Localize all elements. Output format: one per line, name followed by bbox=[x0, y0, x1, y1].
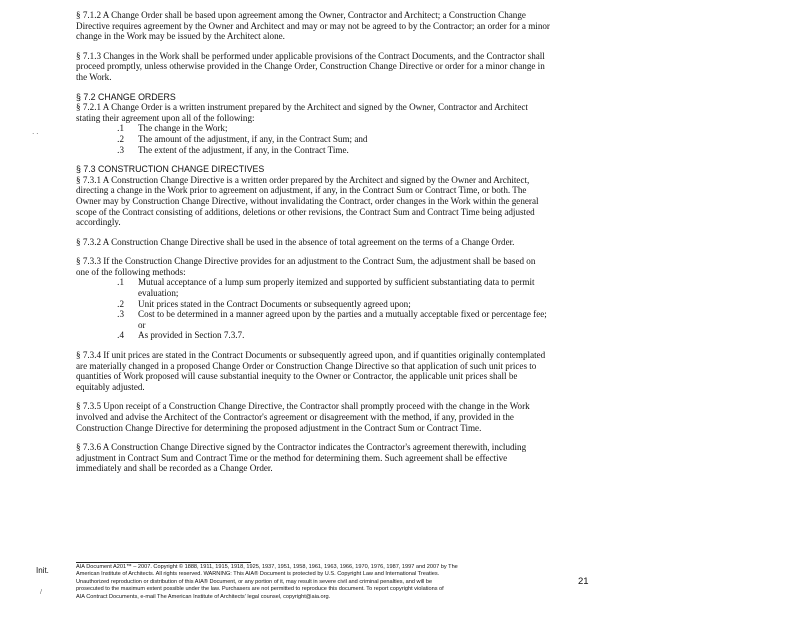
list-item bbox=[76, 330, 550, 341]
list-item-number: .3 bbox=[117, 144, 124, 155]
list-item-text: The amount of the adjustment, if any, in the Contract Sum; and bbox=[138, 133, 368, 144]
footer-line: AIA Document A201™ – 2007. Copyright © 1888, 1911, 1915, 1918, 1925, 1937, 1951, 1958, 1961, 1963, 1966, 1970, 1976, 1987, 1997 and 2007 by The bbox=[76, 564, 458, 570]
list-item-text: The extent of the adjustment, if any, in the Contract Time. bbox=[138, 144, 349, 155]
paragraph: § 7.1.3 Changes in the Work shall be performed under applicable provisions of the Contract Documents, and the Contractor shall proceed promptly, unless otherwise provided in the Change Order, Construction Change Directive or order for a minor change in the Work. bbox=[76, 50, 545, 82]
footer-line: prosecuted to the maximum extent possible under the law. Purchasers are not permitted to reproduce this document. To report copyright violations of bbox=[76, 586, 444, 593]
paragraph: § 7.3.6 A Construction Change Directive signed by the Contractor indicates the Contractor's agreement therewith, including adjustment in Contract Sum and Contract Time or the method for determining them. Such agreement shall be effective immediately and shall be recorded as a Change Order. bbox=[76, 442, 527, 474]
footer-line: American Institute of Architects. All rights reserved. WARNING: This AIA® Document is protected by U.S. Copyright Law and International Treaties. bbox=[76, 571, 440, 578]
list-item bbox=[76, 277, 550, 298]
numbered-list bbox=[76, 277, 550, 341]
paragraph: § 7.3.4 If unit prices are stated in the Contract Documents or subsequently agreed upon, and if quantities originally contemplated are materially changed in a proposed Change Order or Construction Change Directive so that application of such unit prices to quantities of Work proposed will cause substantial inequity to the Owner or Contractor, the applicable unit prices shall be equitably adjusted. bbox=[76, 350, 546, 392]
margin-mark: · · bbox=[32, 130, 39, 138]
list-item bbox=[76, 134, 550, 145]
list-item-number: .3 bbox=[117, 309, 124, 320]
list-item-text: The change in the Work; bbox=[138, 123, 228, 134]
list-item-number: .2 bbox=[117, 298, 124, 309]
list-item bbox=[76, 145, 550, 156]
section-heading: § 7.2 CHANGE ORDERS bbox=[76, 91, 176, 102]
list-item-text: Unit prices stated in the Contract Documents or subsequently agreed upon; bbox=[138, 298, 411, 309]
list-item-text: Cost to be determined in a manner agreed upon by the parties and a mutually acceptable fixed or percentage fee; or bbox=[138, 309, 547, 330]
paragraph: § 7.2.1 A Change Order is a written instrument prepared by the Architect and signed by the Owner, Contractor and Architect stating their agreement upon all of the following: bbox=[76, 102, 528, 123]
section-heading: § 7.3 CONSTRUCTION CHANGE DIRECTIVES bbox=[76, 164, 265, 175]
footer-rule bbox=[76, 562, 251, 563]
copyright-footer bbox=[76, 564, 560, 601]
init-label: Init. bbox=[36, 566, 49, 575]
paragraph: § 7.3.2 A Construction Change Directive shall be used in the absence of total agreement on the terms of a Change Order. bbox=[76, 236, 515, 247]
document-body bbox=[76, 10, 550, 483]
paragraph: § 7.3.3 If the Construction Change Directive provides for an adjustment to the Contract Sum, the adjustment shall be based on one of the following methods: bbox=[76, 256, 536, 277]
footer-line: Unauthorized reproduction or distribution of this AIA® Document, or any portion of it, may result in severe civil and criminal penalties, and will be bbox=[76, 578, 433, 585]
list-item-number: .4 bbox=[117, 330, 124, 341]
list-item bbox=[76, 309, 550, 330]
list-item bbox=[76, 123, 550, 134]
list-item-number: .2 bbox=[117, 133, 124, 144]
list-item-number: .1 bbox=[117, 277, 124, 288]
list-item bbox=[76, 299, 550, 310]
list-item-text: As provided in Section 7.3.7. bbox=[138, 330, 245, 341]
list-item-text: Mutual acceptance of a lump sum properly itemized and supported by sufficient substantiating data to permit evaluation; bbox=[138, 277, 535, 299]
paragraph: § 7.3.1 A Construction Change Directive is a written order prepared by the Architect and signed by the Owner and Architect, directing a change in the Work prior to agreement on adjustment, if any, in the Contract Sum or Contract Time, or both. The Owner may by Construction Change Directive, without invalidating the Contract, order changes in the Work within the general scope of the Contract consisting of additions, deletions or other revisions, the Contract Sum and Contract Time being adjusted accordingly. bbox=[76, 174, 539, 228]
list-item-number: .1 bbox=[117, 123, 124, 134]
paragraph: § 7.1.2 A Change Order shall be based upon agreement among the Owner, Contractor and Architect; a Construction Change Directive requires agreement by the Owner and Architect and may or may not be agreed to by the Contractor; an order for a minor change in the Work may be issued by the Architect alone. bbox=[76, 10, 550, 42]
footer-line: AIA Contract Documents, e-mail The American Institute of Architects' legal counsel, copyright@aia.org. bbox=[76, 593, 331, 600]
page-number: 21 bbox=[578, 576, 589, 587]
paragraph: § 7.3.5 Upon receipt of a Construction Change Directive, the Contractor shall promptly proceed with the change in the Work involved and advise the Architect of the Contractor's agreement or disagreement with the method, if any, provided in the Construction Change Directive for determining the proposed adjustment in the Contract Sum or Contract Time. bbox=[76, 401, 530, 433]
numbered-list bbox=[76, 123, 550, 155]
init-mark: / bbox=[40, 588, 42, 596]
